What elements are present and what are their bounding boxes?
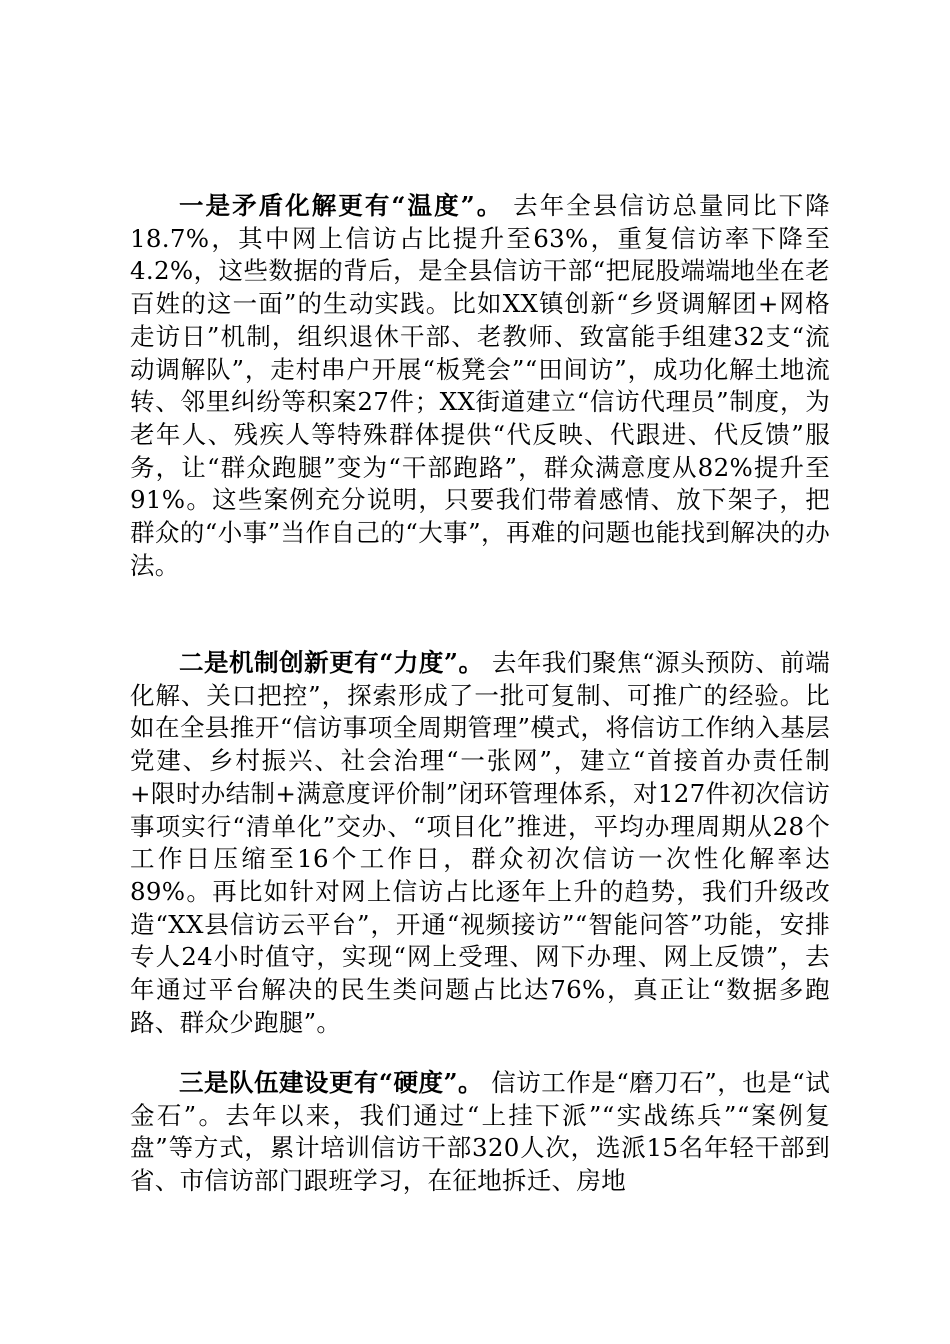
paragraph-3-heading: 三是队伍建设更有“硬度”。 (179, 1068, 484, 1097)
paragraph-1-heading: 一是矛盾化解更有“温度”。 (179, 191, 504, 220)
paragraph-3 (130, 1067, 830, 1198)
paragraph-1 (130, 190, 830, 582)
paragraph-2 (130, 647, 830, 1039)
paragraph-3-body: 信访工作是“磨刀石”，也是“试金石”。去年以来，我们通过“上挂下派”“实战练兵”“案例复盘”等方式，累计培训信访干部320人次，选派15名年轻干部到省、市信访部门跟班学习，在征地拆迁、房地 (130, 1068, 830, 1196)
paragraph-2-heading: 二是机制创新更有“力度”。 (179, 648, 484, 677)
paragraph-2-body: 去年我们聚焦“源头预防、前端化解、关口把控”，探索形成了一批可复制、可推广的经验。比如在全县推开“信访事项全周期管理”模式，将信访工作纳入基层党建、乡村振兴、社会治理“一张网”，建立“首接首办责任制+限时办结制+满意度评价制”闭环管理体系，对127件初次信访事项实行“清单化”交办、“项目化”推进，平均办理周期从28个工作日压缩至16个工作日，群众初次信访一次性化解率达89%。再比如针对网上信访占比逐年上升的趋势，我们升级改造“XX县信访云平台”，开通“视频接访”“智能问答”功能，安排专人24小时值守，实现“网上受理、网下办理、网上反馈”，去年通过平台解决的民生类问题占比达76%，真正让“数据多跑路、群众少跑腿”。 (130, 648, 830, 1037)
paragraph-1-body: 去年全县信访总量同比下降18.7%，其中网上信访占比提升至63%，重复信访率下降至4.2%，这些数据的背后，是全县信访干部“把屁股端端地坐在老百姓的这一面”的生动实践。比如XX镇创新“乡贤调解团+网格走访日”机制，组织退休干部、老教师、致富能手组建32支“流动调解队”，走村串户开展“板凳会”“田间访”，成功化解土地流转、邻里纠纷等积案27件；XX街道建立“信访代理员”制度，为老年人、残疾人等特殊群体提供“代反映、代跟进、代反馈”服务，让“群众跑腿”变为“干部跑路”，群众满意度从82%提升至91%。这些案例充分说明，只要我们带着感情、放下架子，把群众的“小事”当作自己的“大事”，再难的问题也能找到解决的办法。 (130, 191, 830, 580)
